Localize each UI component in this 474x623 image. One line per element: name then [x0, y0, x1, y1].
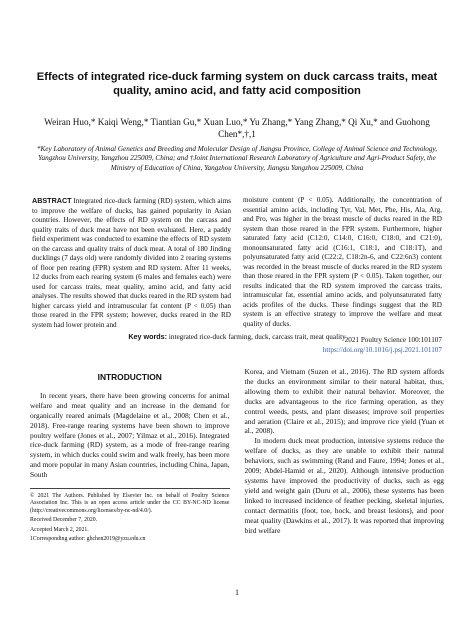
paper-title: Effects of integrated rice-duck farming system on duck carcass traits, meat quality, amino acid, and fatty acid composition — [36, 71, 438, 97]
copyright-notice: © 2021 The Authors. Published by Elsevier Inc. on behalf of Poultry Science Association Inc. This is an open access article under the CC BY-NC-ND license (http://creativecommons.org/licenses/by-nc-nd/4.0/). — [30, 493, 230, 514]
abstract-label: ABSTRACT — [32, 196, 72, 205]
affiliations: *Key Laboratory of Animal Genetics and Breeding and Molecular Design of Jiangsu Province, College of Animal Science and Technology, Yangzhou University, Yangzhou 225009, China; and †Joint International Research Laboratory of Agriculture and Agri-Product Safety, the Ministry of Education of China, Yangzhou University, Jiangsu Yangzhou 225009, China — [36, 145, 438, 172]
introduction-heading: INTRODUCTION — [97, 372, 162, 382]
abstract-left-column — [32, 196, 231, 330]
keywords-label: Key words: — [128, 332, 168, 341]
right-paragraph-1: Korea, and Vietnam (Suzen et al., 2016). The RD system affords the ducks an environment similar to their natural habitat, thus, allowing them to exhibit their natural behavior. Moreover, the ducks are advantageous to the rice farming operation, as they control weeds, pests, and plant diseases; improve soil properties and aeration (Claire et al., 2015); and improve rice yield (Yuan et al., 2008). — [244, 367, 444, 436]
journal-citation: 2021 Poultry Science 100:101107 — [344, 336, 442, 344]
abstract-section — [32, 196, 442, 343]
received-date: Received December 7, 2020. — [30, 517, 98, 524]
left-column — [30, 367, 230, 546]
right-paragraph-2: In modern duck meat production, intensive systems reduce the welfare of ducks, as they are unable to exhibit their natural behaviors, such as swimming (Rand and Faure, 1994; Jones et al., 2009; Abdel-Hamid et al., 2020). Although intensive production systems have improved the productivity of ducks, such as egg yield and weight gain (Duru et al., 2006), these systems has been linked to increased incidence of feather pecking, skeletal injuries, contact dermatitis (foot, toe, hock, and breast lesions), and poor meat quality (Dawkins et al., 2017). It was reported that improving bird welfare — [244, 436, 444, 535]
keywords-text: integrated rice-duck farming, duck, carcass trait, meat quality — [168, 333, 346, 341]
citation-block — [323, 336, 442, 355]
author-list: Weiran Huo,* Kaiqi Weng,* Tiantian Gu,* Xuan Luo,* Yu Zhang,* Yang Zhang,* Qi Xu,* and Guohong Chen*,†,1 — [44, 117, 430, 139]
body-columns — [30, 367, 444, 546]
doi-link[interactable]: https://doi.org/10.1016/j.psj.2021.101107 — [322, 345, 442, 354]
corresponding-author: 1Corresponding author: ghchen2019@yzu.edu.cn — [30, 536, 146, 543]
right-column — [245, 367, 445, 546]
accepted-date: Accepted March 2, 2021. — [30, 526, 89, 533]
intro-paragraph: In recent years, there have been growing concerns for animal welfare and meat quality and an increase in the demand for organically reared animals (Magdelaine et al., 2008; Chen et al., 2018). Free-range rearing systems have been shown to improve poultry welfare (Jones et al., 2007; Yilmaz et al., 2016). Integrated rice-duck farming (RD) system, as a mode of free-range rearing system, in which ducks could swim and walk freely, has been more and more popular in many Asian countries, including China, Japan, South — [30, 390, 230, 480]
abstract-right-column: moisture content (P < 0.05). Additionally, the concentration of essential amino acids, including Tyr, Val, Met, Phe, His, Ala, Arg, and Pro, was higher in the breast muscle of ducks reared in the RD system than those reared in the FPR system. Furthermore, higher saturated fatty acid (C12:0, C14:0, C16:0, C18:0, and C21:0), monounsaturated fatty acid (C16:1, C18:1, and C18:1T), and polyunsaturated fatty acid (C22:2, C18:2n-6, and C22:6n3) content was recorded in the breast muscle of ducks reared in the RD system than those reared in the FPR system (P < 0.05). Taken together, our results indicated that the RD system improved the carcass traits, intramuscular fat, essential amino acids, and polyunsaturated fatty acids profiles of the ducks. These findings suggest that the RD system is an effective strategy to improve the welfare and meat quality of ducks. — [243, 196, 442, 328]
footnote-block — [30, 488, 230, 543]
abstract-text-left: Integrated rice-duck farming (RD) system, which aims to improve the welfare of ducks, has gained popularity in Asian countries. However, the effects of RD system on the carcass and quality traits of duck meat have not been evaluated. Here, a paddy field experiment was conducted to examine the effects of RD system on the carcass and quality traits of duck meat. A total of 180 Jinding ducklings (7 days old) were randomly divided into 2 rearing systems of floor pen rearing (FPR) system and RD system. After 11 weeks, 12 ducks from each rearing system (6 males and females each) were used for carcass traits, meat quality, amino acid, and fatty acid analyses. The results showed that ducks reared in the RD system had higher carcass yield and intramuscular fat content (P < 0.05) than those reared in the FPR system; however, ducks reared in the RD system had lower protein and — [32, 197, 231, 329]
page-number: 1 — [235, 588, 239, 597]
